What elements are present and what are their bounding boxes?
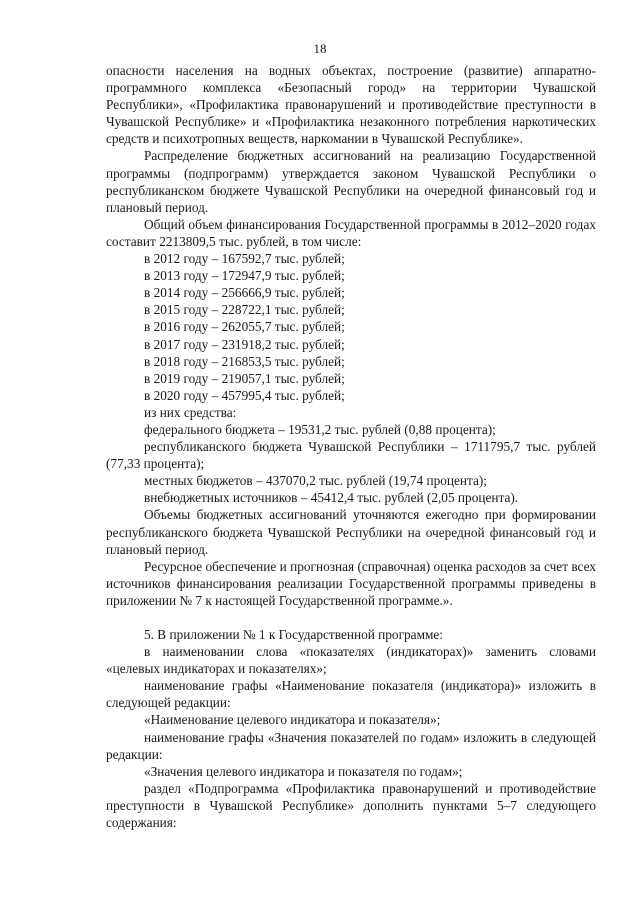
section5-item: раздел «Подпрограмма «Профилактика правонарушений и противодействие преступности в Чувашской Республике» дополнить пунктами 5–7 следующего содержания: bbox=[106, 780, 596, 831]
section5-item: наименование графы «Значения показателей по годам» изложить в следующей редакции: bbox=[106, 729, 596, 762]
financing-year-item: в 2019 году – 219057,1 тыс. рублей; bbox=[144, 370, 345, 386]
section5-item: наименование графы «Наименование показателя (индикатора)» изложить в следующей редакции: bbox=[106, 678, 596, 711]
source-item: республиканского бюджета Чувашской Республики – 1711795,7 тыс. рублей (77,33 процента); bbox=[106, 439, 596, 472]
paragraph-resources: Ресурсное обеспечение и прогнозная (справочная) оценка расходов за счет всех источников финансирования реализации Государственной программы приведены в приложении № 7 к настоящей Государственной программе.». bbox=[106, 558, 596, 608]
sources-intro: из них средства: bbox=[144, 404, 237, 420]
paragraph-continuation: опасности населения на водных объектах, построение (развитие) аппаратно-программного комплекса «Безопасный город» на территории Чувашской Республики», «Профилактика правонарушений и противодействие преступности в Чувашской Республике» и «Профилактика незаконного потребления наркотических средств и психотропных веществ, наркомании в Чувашской Республике». bbox=[106, 63, 596, 147]
financing-sources-list bbox=[106, 421, 596, 506]
financing-year-item: в 2013 году – 172947,9 тыс. рублей; bbox=[144, 268, 345, 284]
paragraph-budget-distribution: Распределение бюджетных ассигнований на реализацию Государственной программы (подпрограмм) утверждается законом Чувашской Республики о республиканском бюджете Чувашской Республики на очередной финансовый год и плановый период. bbox=[106, 148, 596, 215]
source-item: внебюджетных источников – 45412,4 тыс. рублей (2,05 процента). bbox=[144, 490, 519, 506]
section5-item: «Значения целевого индикатора и показателя по годам»; bbox=[144, 763, 463, 779]
paragraph-total-financing: Общий объем финансирования Государственной программы в 2012–2020 годах составит 2213809,5 тыс. рублей, в том числе: bbox=[106, 216, 596, 249]
section5-item: «Наименование целевого индикатора и показателя»; bbox=[144, 712, 441, 728]
financing-year-item: в 2016 году – 262055,7 тыс. рублей; bbox=[144, 319, 345, 335]
section5-item: в наименовании слова «показателях (индикаторах)» заменить словами «целевых индикаторах и показателях»; bbox=[106, 644, 596, 677]
paragraph-clarification: Объемы бюджетных ассигнований уточняются ежегодно при формировании республиканского бюджета Чувашской Республики на очередной финансовый год и плановый период. bbox=[106, 507, 596, 557]
financing-year-item: в 2014 году – 256666,9 тыс. рублей; bbox=[144, 285, 345, 301]
section5-heading: 5. В приложении № 1 к Государственной программе: bbox=[144, 627, 444, 642]
section-spacer bbox=[106, 609, 596, 626]
document-body bbox=[106, 62, 596, 831]
financing-year-item: в 2012 году – 167592,7 тыс. рублей; bbox=[144, 251, 345, 267]
source-item: федерального бюджета – 19531,2 тыс. рублей (0,88 процента); bbox=[144, 421, 496, 437]
page-number: 18 bbox=[313, 41, 327, 56]
source-item: местных бюджетов – 437070,2 тыс. рублей (19,74 процента); bbox=[144, 473, 487, 489]
financing-year-item: в 2020 году – 457995,4 тыс. рублей; bbox=[144, 387, 345, 403]
financing-year-item: в 2015 году – 228722,1 тыс. рублей; bbox=[144, 302, 345, 318]
financing-year-item: в 2017 году – 231918,2 тыс. рублей; bbox=[144, 336, 345, 352]
financing-year-item: в 2018 году – 216853,5 тыс. рублей; bbox=[144, 353, 345, 369]
financing-by-year-list bbox=[106, 250, 596, 404]
